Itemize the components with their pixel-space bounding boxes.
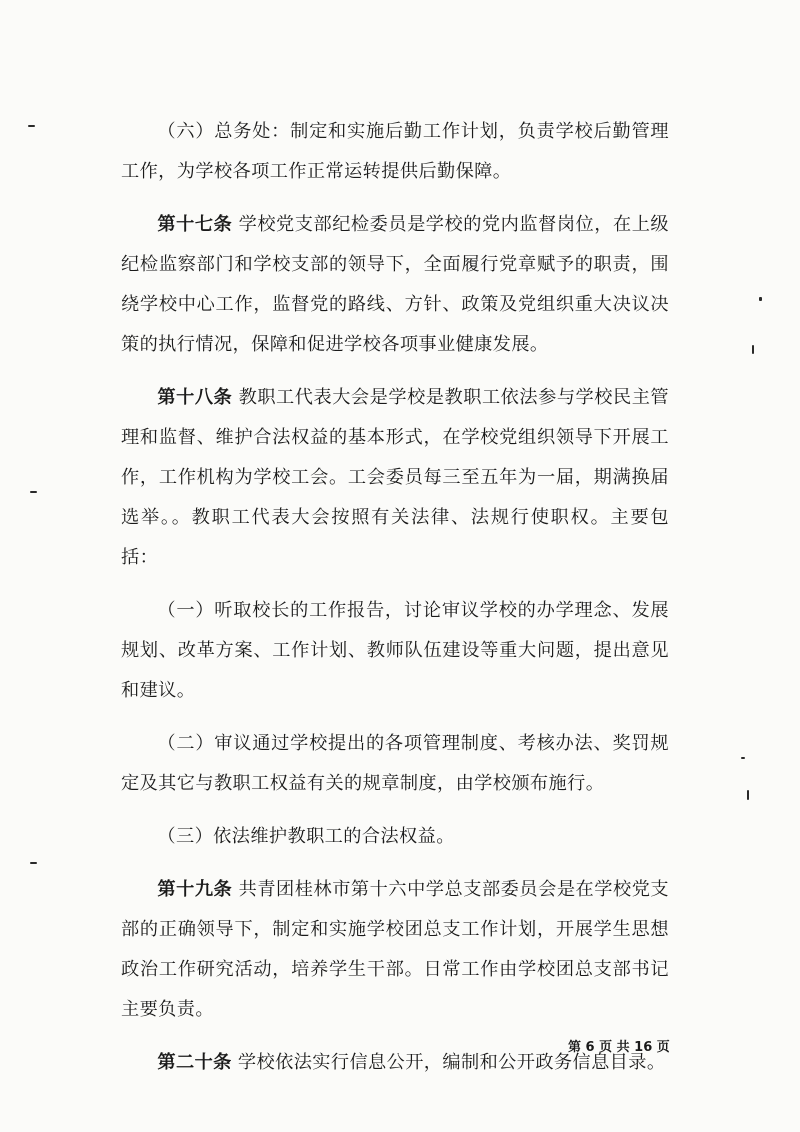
article-heading: 第十八条 <box>157 387 233 408</box>
paragraph-item-1 <box>121 591 669 711</box>
scan-speck <box>752 345 754 354</box>
paragraph-general-affairs <box>121 112 669 192</box>
paragraph-text: （一）听取校长的工作报告，讨论审议学校的办学理念、发展规划、改革方案、工作计划、教师队伍建设等重大问题，提出意见和建议。 <box>121 600 669 701</box>
paragraph-text: 教职工代表大会是学校是教职工依法参与学校民主管理和监督、维护合法权益的基本形式，在学校党组织领导下开展工作，工作机构为学校工会。工会委员每三至五年为一届，期满换届选举。。教职工代表大会按照有关法律、法规行使职权。主要包括： <box>121 387 669 568</box>
article-heading: 第十七条 <box>157 214 233 235</box>
scan-speck <box>747 790 749 800</box>
paragraph-article-19 <box>121 870 669 1030</box>
paragraph-item-2 <box>121 724 669 804</box>
paragraph-text: 学校依法实行信息公开，编制和公开政务信息目录。 <box>231 1052 666 1073</box>
scan-speck <box>28 125 35 127</box>
paragraph-article-17 <box>121 205 669 365</box>
scan-speck <box>30 491 37 493</box>
article-heading: 第十九条 <box>157 879 233 900</box>
paragraph-article-18 <box>121 378 669 578</box>
page-number: 第 6 页 共 16 页 <box>568 1040 670 1055</box>
scan-speck <box>759 297 762 301</box>
article-heading: 第二十条 <box>157 1052 232 1073</box>
scan-speck <box>741 757 745 759</box>
paragraph-text: （六）总务处：制定和实施后勤工作计划，负责学校后勤管理工作，为学校各项工作正常运转提供后勤保障。 <box>121 121 669 182</box>
paragraph-text: （三）依法维护教职工的合法权益。 <box>157 826 455 847</box>
document-body <box>121 112 669 1083</box>
paragraph-text: （二）审议通过学校提出的各项管理制度、考核办法、奖罚规定及其它与教职工权益有关的规章制度，由学校颁布施行。 <box>121 733 669 794</box>
paragraph-item-3 <box>121 817 669 857</box>
scan-speck <box>30 862 37 864</box>
paragraph-text: 学校党支部纪检委员是学校的党内监督岗位，在上级纪检监察部门和学校支部的领导下，全面履行党章赋予的职责，围绕学校中心工作，监督党的路线、方针、政策及党组织重大决议决策的执行情况，保障和促进学校各项事业健康发展。 <box>121 214 669 355</box>
paragraph-text: 共青团桂林市第十六中学总支部委员会是在学校党支部的正确领导下，制定和实施学校团总支工作计划，开展学生思想政治工作研究活动，培养学生干部。日常工作由学校团总支部书记主要负责。 <box>121 879 669 1020</box>
